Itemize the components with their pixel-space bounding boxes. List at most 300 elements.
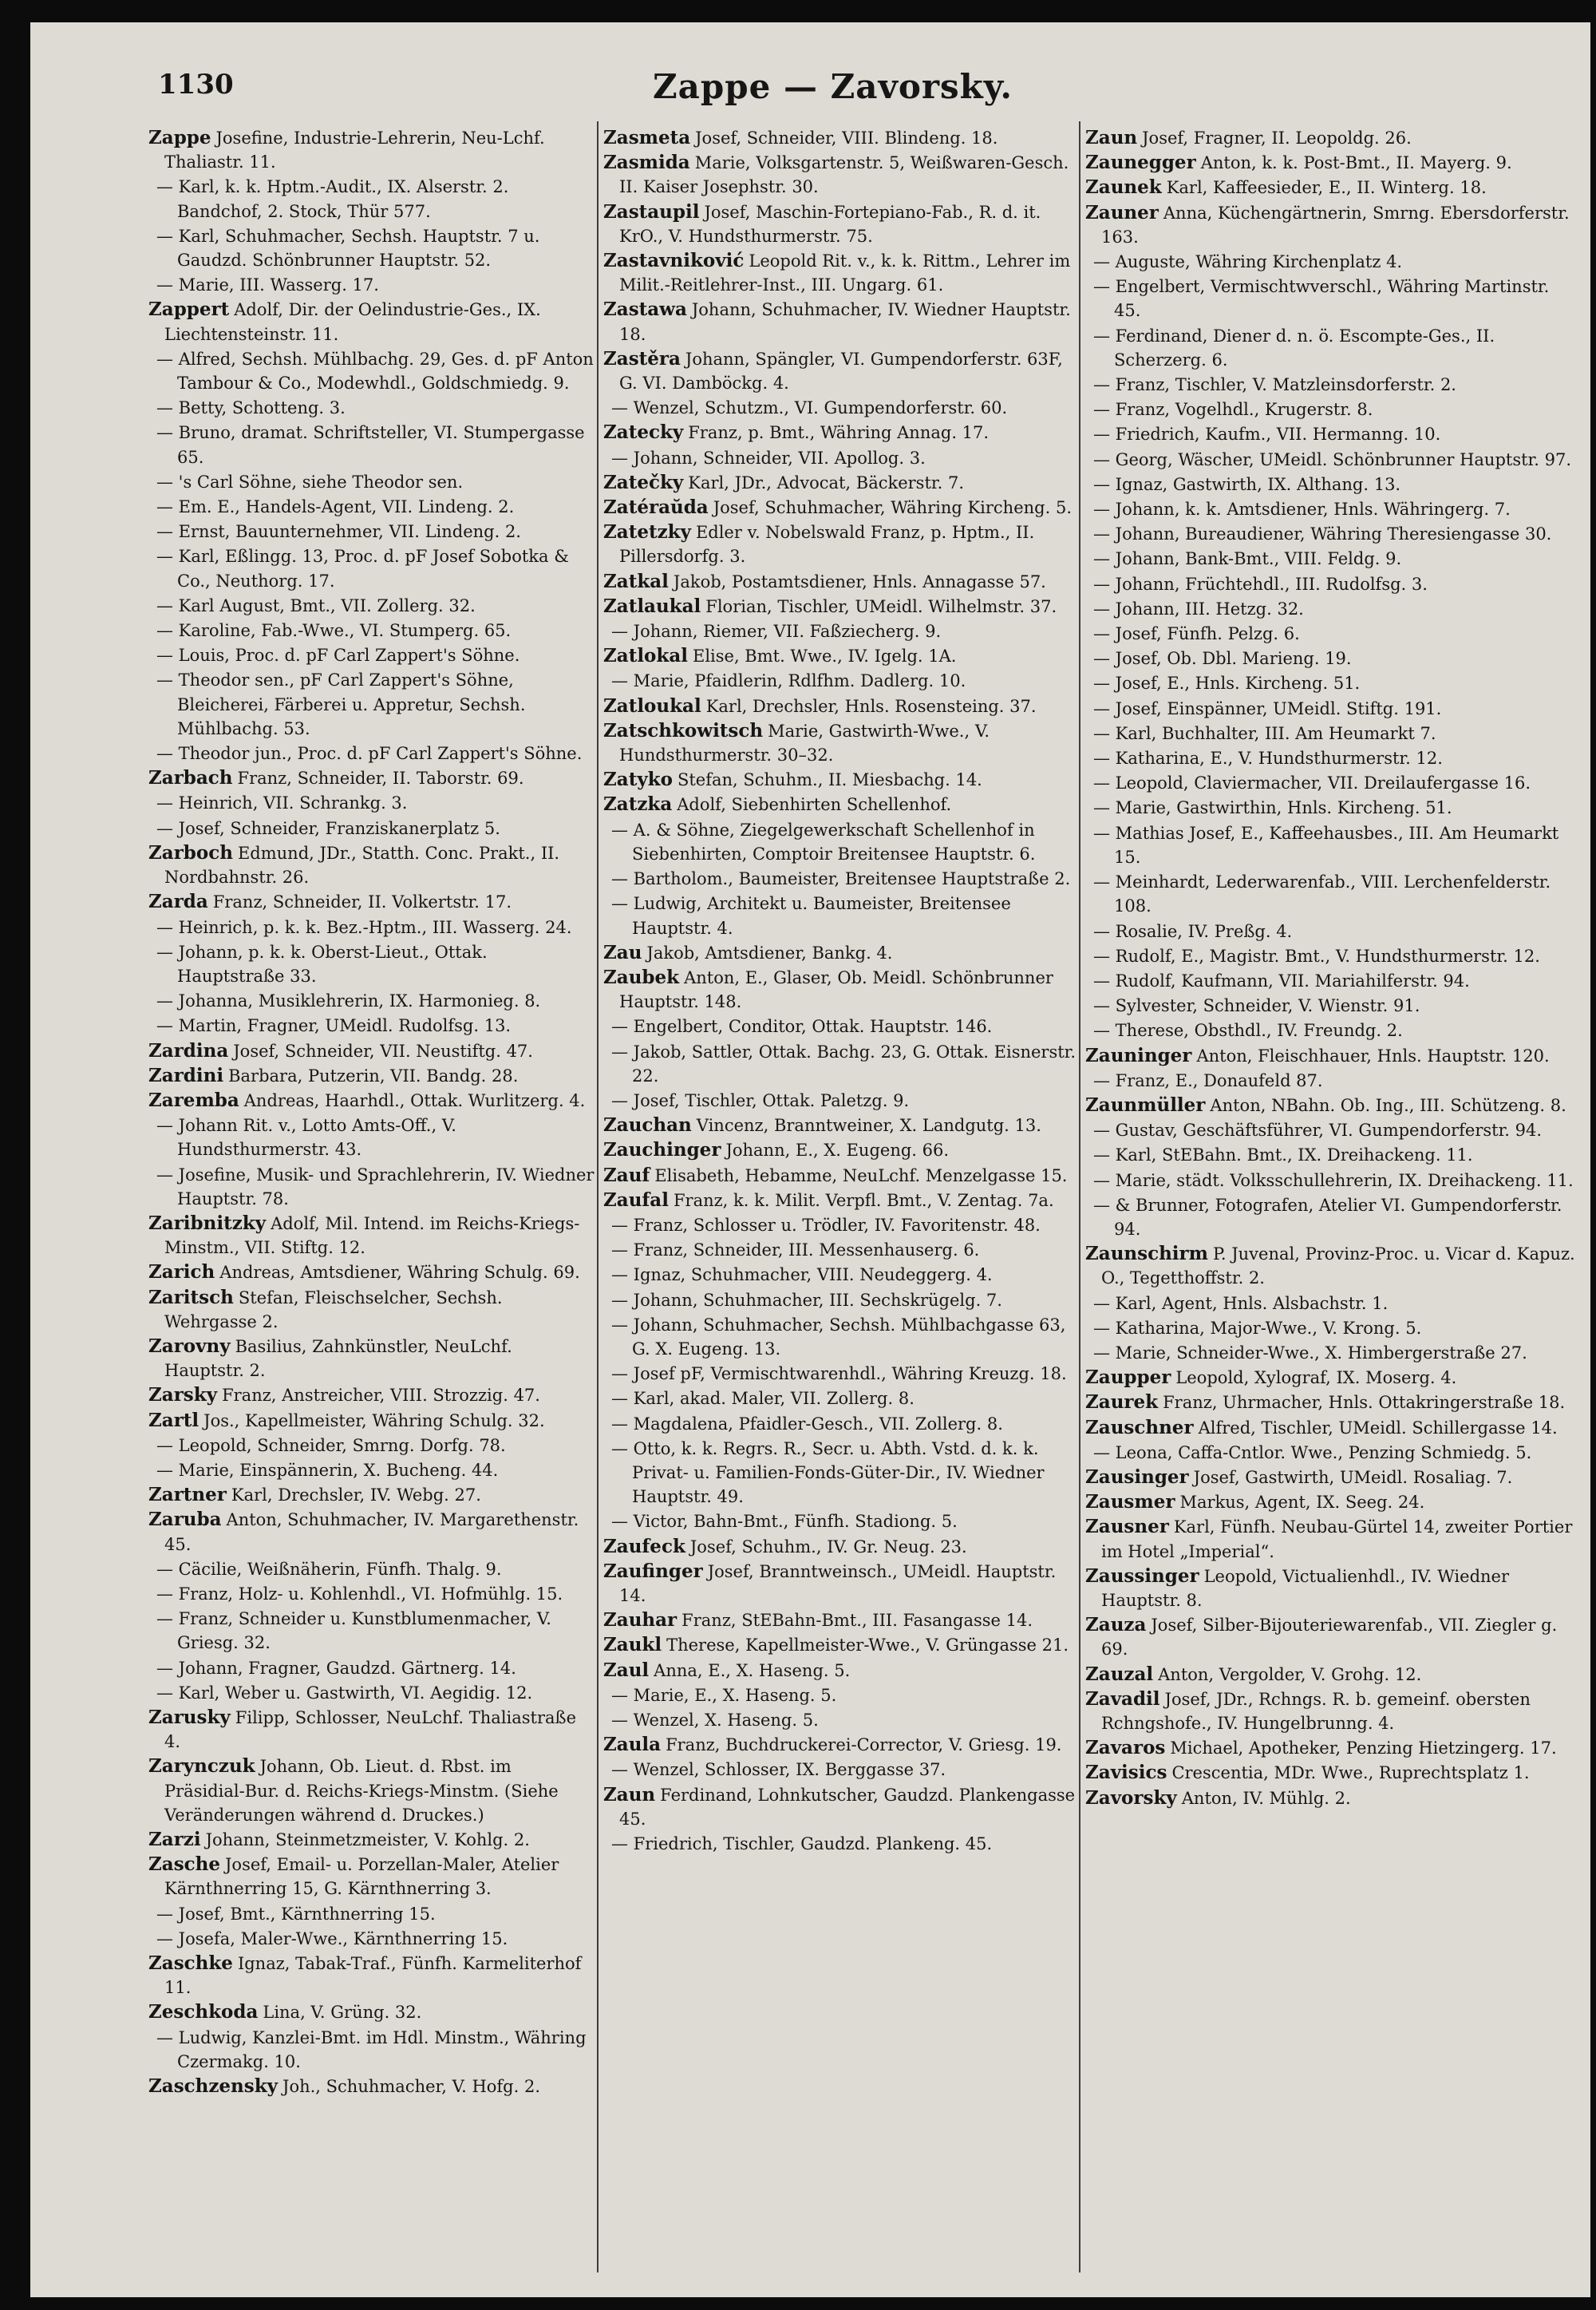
entry-surname: Zartner: [148, 1484, 227, 1506]
entry-surname: Zauschner: [1085, 1416, 1194, 1438]
entry-surname: Zausner: [1085, 1516, 1169, 1538]
entry-surname: Zaula: [603, 1734, 662, 1756]
directory-entry: [1085, 1515, 1580, 1563]
entry-text: — Marie, Gastwirthin, Hnls. Kircheng. 51.: [1093, 798, 1452, 818]
entry-text: Josef, Schneider, VIII. Blindeng. 18.: [695, 129, 998, 148]
entry-text: — Karoline, Fab.-Wwe., VI. Stumperg. 65.: [156, 621, 512, 641]
directory-entry: [603, 719, 1079, 767]
entry-text: — Karl August, Bmt., VII. Zollerg. 32.: [156, 595, 476, 615]
directory-entry: [1085, 1094, 1580, 1117]
directory-entry: [603, 892, 1079, 939]
directory-entry: [1085, 547, 1580, 571]
entry-text: — Karl, Weber u. Gastwirth, VI. Aegidig. 12.: [156, 1683, 533, 1703]
entry-text: — A. & Söhne, Ziegelgewerkschaft Schellenhof in Siebenhirten, Comptoir Breitensee Hauptstr. 6.: [611, 820, 1036, 864]
directory-entry: [148, 126, 595, 174]
directory-entry: [603, 1288, 1079, 1312]
entry-surname: Zaubek: [603, 966, 680, 988]
directory-entry: [1085, 1390, 1580, 1414]
entry-text: Anton, IV. Mühlg. 2.: [1181, 1788, 1351, 1808]
directory-entry: [148, 1260, 595, 1284]
directory-entry: [148, 1508, 595, 1556]
entry-text: Josef, Branntweinsch., UMeidl. Hauptstr. 14.: [619, 1561, 1057, 1605]
directory-entry: [148, 1656, 595, 1680]
entry-surname: Zaun: [1085, 127, 1138, 148]
directory-entry: [1085, 1291, 1580, 1315]
entry-text: Adolf, Mil. Intend. im Reichs-Kriegs-Minstm., VII. Stiftg. 12.: [164, 1213, 580, 1258]
directory-entry: [1085, 324, 1580, 372]
entry-text: — Karl, Schuhmacher, Sechsh. Hauptstr. 7 u. Gaudzd. Schönbrunner Hauptstr. 52.: [156, 226, 540, 271]
directory-entry: [148, 1064, 595, 1088]
entry-text: Michael, Apotheker, Penzing Hietzingerg. 17.: [1170, 1738, 1557, 1758]
directory-entry: [603, 1509, 1079, 1533]
entry-text: Florian, Tischler, UMeidl. Wilhelmstr. 37.: [705, 596, 1057, 616]
entry-text: — Karl, StEBahn. Bmt., IX. Dreihackeng. 11.: [1093, 1145, 1473, 1165]
entry-text: Josef, Email- u. Porzellan-Maler, Atelier Kärnthnerring 15, G. Kärnthnerring 3.: [164, 1855, 559, 1899]
entry-text: — Wenzel, Schlosser, IX. Berggasse 37.: [611, 1760, 946, 1780]
entry-text: — Franz, Holz- u. Kohlenhdl., VI. Hofmühlg. 15.: [156, 1584, 563, 1604]
directory-entry: [603, 1683, 1079, 1707]
column-1: [148, 126, 595, 2281]
directory-entry: [148, 1557, 595, 1581]
entry-surname: Zaunek: [1085, 176, 1162, 199]
entry-text: — Marie, E., X. Haseng. 5.: [611, 1685, 837, 1705]
entry-text: — Karl, Buchhalter, III. Am Heumarkt 7.: [1093, 723, 1436, 743]
directory-entry: [1085, 176, 1580, 200]
entry-text: Karl, Fünfh. Neubau-Gürtel 14, zweiter Portier im Hotel „Imperial“.: [1101, 1517, 1573, 1561]
directory-entry: [603, 1783, 1079, 1831]
directory-entry: [148, 1409, 595, 1433]
directory-entry: [603, 1089, 1079, 1113]
directory-entry: [603, 446, 1079, 470]
directory-entry: [1085, 1019, 1580, 1042]
directory-entry: [1085, 647, 1580, 670]
entry-surname: Zaun: [603, 1783, 656, 1806]
entry-text: Lina, V. Grüng. 32.: [263, 2003, 422, 2023]
entry-text: — Gustav, Geschäftsführer, VI. Gumpendorferstr. 94.: [1093, 1121, 1543, 1141]
entry-surname: Zarovny: [148, 1335, 231, 1357]
directory-entry: [603, 126, 1079, 150]
directory-entry: [148, 175, 595, 223]
directory-entry: [1085, 697, 1580, 721]
entry-surname: Zaschke: [148, 1952, 233, 1975]
directory-entry: [603, 1386, 1079, 1410]
directory-entry: [603, 1758, 1079, 1782]
directory-entry: [148, 1113, 595, 1161]
directory-entry: [148, 495, 595, 519]
directory-entry: [603, 1659, 1079, 1683]
entry-text: — Johann, Schuhmacher, III. Sechskrügelg. 7.: [611, 1290, 1002, 1310]
directory-entry: [603, 520, 1079, 568]
directory-entry: [148, 791, 595, 815]
running-title: Zappe — Zavorsky.: [653, 67, 1013, 106]
entry-text: Crescentia, MDr. Wwe., Ruprechtsplatz 1.: [1171, 1763, 1530, 1783]
entry-text: Franz, Buchdruckerei-Corrector, V. Griesg. 19.: [666, 1735, 1062, 1755]
directory-entry: [1085, 473, 1580, 496]
entry-surname: Zavisics: [1085, 1762, 1167, 1784]
entry-surname: Zasmida: [603, 152, 690, 174]
entry-text: — Rosalie, IV. Preßg. 4.: [1093, 921, 1293, 941]
entry-surname: Zausmer: [1085, 1491, 1175, 1513]
entry-text: — Johann, k. k. Amtsdiener, Hnls. Währingerg. 7.: [1093, 500, 1511, 520]
directory-entry: [603, 1164, 1079, 1188]
entry-text: — Karl, Agent, Hnls. Alsbachstr. 1.: [1093, 1293, 1389, 1313]
directory-entry: [1085, 1044, 1580, 1068]
directory-entry: [148, 396, 595, 420]
directory-entry: [603, 151, 1079, 199]
entry-text: Edmund, JDr., Statth. Conc. Prakt., II. Nordbahnstr. 26.: [164, 843, 560, 888]
directory-entry: [148, 1014, 595, 1038]
entry-surname: Zartl: [148, 1409, 200, 1431]
entry-text: Ignaz, Tabak-Traf., Fünfh. Karmeliterhof 11.: [164, 1954, 582, 1998]
directory-entry: [148, 421, 595, 469]
entry-text: Josef, Schneider, VII. Neustiftg. 47.: [233, 1041, 533, 1061]
directory-entry: [1085, 771, 1580, 795]
entry-text: Johann, E., X. Eugeng. 66.: [725, 1141, 950, 1161]
directory-entry: [603, 694, 1079, 718]
entry-text: — Franz, Schneider, III. Messenhauserg. 6.: [611, 1240, 980, 1260]
entry-text: — Ignaz, Gastwirth, IX. Althang. 13.: [1093, 474, 1401, 494]
entry-surname: Zatyko: [603, 769, 673, 791]
directory-entry: [603, 1412, 1079, 1436]
directory-entry: [1085, 1466, 1580, 1489]
directory-entry: [603, 1437, 1079, 1509]
entry-text: Johann, Schuhmacher, IV. Wiedner Hauptstr. 18.: [619, 300, 1071, 344]
directory-entry: [1085, 920, 1580, 943]
entry-text: — Marie, städt. Volksschullehrerin, IX. Dreihackeng. 11.: [1093, 1170, 1574, 1190]
entry-text: — Katharina, Major-Wwe., V. Krong. 5.: [1093, 1318, 1422, 1338]
entry-text: Johann, Ob. Lieut. d. Rbst. im Präsidial-Bur. d. Reichs-Kriegs-Minstm. (Siehe Veränderungen während d. Druckes.): [164, 1757, 559, 1825]
entry-text: Adolf, Siebenhirten Schellenhof.: [677, 795, 952, 815]
directory-entry: [1085, 1118, 1580, 1142]
directory-entry: [148, 1383, 595, 1407]
directory-entry: [148, 1754, 595, 1827]
directory-entry: [603, 1733, 1079, 1757]
entry-text: Anton, Schuhmacher, IV. Margarethenstr. 45.: [164, 1510, 579, 1554]
entry-text: — Ignaz, Schuhmacher, VIII. Neudeggerg. 4.: [611, 1265, 993, 1285]
entry-text: — Engelbert, Vermischtwverschl., Währing Martinstr. 45.: [1093, 277, 1550, 321]
entry-text: Anton, k. k. Post-Bmt., II. Mayerg. 9.: [1200, 153, 1512, 173]
entry-text: — Franz, Schneider u. Kunstblumenmacher, V. Griesg. 32.: [156, 1609, 551, 1653]
entry-surname: Zauchinger: [603, 1139, 721, 1161]
entry-surname: Zatetzky: [603, 521, 691, 544]
directory-entry: [148, 1089, 595, 1113]
directory-entry: [148, 520, 595, 544]
directory-entry: [1085, 994, 1580, 1018]
directory-entry: [603, 1708, 1079, 1732]
directory-entry: [603, 347, 1079, 395]
directory-entry: [603, 1832, 1079, 1856]
entry-surname: Zaukl: [603, 1634, 662, 1656]
directory-entry: [1085, 398, 1580, 421]
directory-entry: [1085, 201, 1580, 249]
directory-entry: [1085, 448, 1580, 472]
directory-entry: [148, 2075, 595, 2098]
directory-entry: [1085, 1441, 1580, 1465]
entry-text: Ferdinand, Lohnkutscher, Gaudzd. Plankengasse 45.: [619, 1785, 1076, 1829]
entry-text: — Leopold, Claviermacher, VII. Dreilaufergasse 16.: [1093, 773, 1531, 793]
directory-entry: [148, 470, 595, 494]
entry-text: — Bartholom., Baumeister, Breitensee Hauptstraße 2.: [611, 869, 1071, 889]
entry-text: Anton, E., Glaser, Ob. Meidl. Schönbrunner Hauptstr. 148.: [619, 967, 1053, 1012]
entry-text: — Franz, Schlosser u. Trödler, IV. Favoritenstr. 48.: [611, 1215, 1041, 1235]
directory-entry: [603, 768, 1079, 792]
entry-surname: Zauzal: [1085, 1663, 1154, 1685]
entry-surname: Zasche: [148, 1853, 221, 1876]
entry-surname: Zardini: [148, 1064, 224, 1086]
column-divider: [1079, 121, 1080, 2272]
entry-text: Markus, Agent, IX. Seeg. 24.: [1179, 1493, 1425, 1513]
entry-text: Leopold, Victualienhdl., IV. Wiedner Hauptstr. 8.: [1101, 1566, 1510, 1610]
entry-text: — Johann, Schuhmacher, Sechsh. Mühlbachgasse 63, G. X. Eugeng. 13.: [611, 1315, 1066, 1359]
entry-text: Stefan, Schuhm., II. Miesbachg. 14.: [677, 770, 982, 790]
directory-entry: [603, 1015, 1079, 1038]
directory-entry: [148, 298, 595, 346]
entry-surname: Zaremba: [148, 1089, 239, 1111]
entry-text: Filipp, Schlosser, NeuLchf. Thaliastraße 4.: [164, 1708, 576, 1752]
entry-text: — Josefine, Musik- und Sprachlehrerin, IV. Wiedner Hauptstr. 78.: [156, 1165, 595, 1208]
entry-text: Elise, Bmt. Wwe., IV. Igelg. 1A.: [692, 647, 957, 666]
directory-entry: [148, 1458, 595, 1482]
entry-text: Franz, StEBahn-Bmt., III. Fasangasse 14.: [681, 1611, 1033, 1631]
directory-entry: [1085, 126, 1580, 150]
directory-entry: [148, 224, 595, 272]
entry-text: — Karl, Eßlingg. 13, Proc. d. pF Josef Sobotka & Co., Neuthorg. 17.: [156, 547, 569, 591]
entry-text: Marie, Gastwirth-Wwe., V. Hundsthurmerstr. 30–32.: [619, 721, 990, 765]
entry-text: P. Juvenal, Provinz-Proc. u. Vicar d. Kapuz. O., Tegetthoffstr. 2.: [1101, 1244, 1575, 1288]
directory-entry: [148, 619, 595, 643]
entry-text: — Franz, E., Donaufeld 87.: [1093, 1070, 1323, 1090]
entry-text: — Otto, k. k. Regrs. R., Secr. u. Abth. Vstd. d. k. k. Privat- u. Familien-Fonds-Güter-Dir., IV. Wiedner Hauptstr. 49.: [611, 1438, 1045, 1507]
entry-surname: Zaufeck: [603, 1535, 685, 1557]
entry-surname: Zavaros: [1085, 1737, 1166, 1759]
directory-entry: [148, 1828, 595, 1852]
directory-entry: [148, 1335, 595, 1382]
entry-text: — Johanna, Musiklehrerin, IX. Harmonieg. 8.: [156, 991, 541, 1011]
entry-text: — Josef, Einspänner, UMeidl. Stiftg. 191.: [1093, 698, 1442, 718]
directory-entry: [1085, 1564, 1580, 1612]
directory-entry: [148, 1483, 595, 1507]
entry-text: — Johann, p. k. k. Oberst-Lieut., Ottak. Hauptstraße 33.: [156, 942, 488, 986]
entry-text: Andreas, Amtsdiener, Währing Schulg. 69.: [219, 1263, 580, 1283]
directory-entry: [603, 1189, 1079, 1212]
entry-text: — Sylvester, Schneider, V. Wienstr. 91.: [1093, 996, 1420, 1016]
directory-entry: [603, 496, 1079, 520]
entry-surname: Zaurek: [1085, 1391, 1159, 1414]
entry-surname: Zauza: [1085, 1614, 1147, 1636]
directory-entry: [603, 793, 1079, 817]
entry-surname: Zappert: [148, 299, 230, 321]
entry-surname: Zavorsky: [1085, 1786, 1177, 1809]
entry-surname: Zastawa: [603, 299, 687, 321]
entry-surname: Zardina: [148, 1039, 229, 1062]
entry-text: — Cäcilie, Weißnäherin, Fünfh. Thalg. 9.: [156, 1559, 502, 1579]
entry-surname: Zastaupil: [603, 200, 700, 223]
directory-entry: [148, 841, 595, 889]
entry-surname: Zaruba: [148, 1509, 222, 1531]
entry-text: Jos., Kapellmeister, Währing Schulg. 32.: [203, 1410, 545, 1430]
directory-entry: [603, 644, 1079, 668]
entry-text: Therese, Kapellmeister-Wwe., V. Grüngasse 21.: [666, 1636, 1069, 1655]
entry-text: — Johann, Fragner, Gaudzd. Gärtnerg. 14.: [156, 1658, 516, 1678]
column-3: [1085, 126, 1580, 2281]
directory-entry: [603, 867, 1079, 891]
entry-text: — Marie, Pfaidlerin, Rdlfhm. Dadlerg. 10.: [611, 671, 966, 691]
entry-text: — Josef, Bmt., Kärnthnerring 15.: [156, 1904, 436, 1924]
entry-text: — Ludwig, Architekt u. Baumeister, Breitensee Hauptstr. 4.: [611, 894, 1011, 938]
directory-entry: [148, 273, 595, 297]
entry-surname: Zasmeta: [603, 127, 691, 148]
directory-entry: [148, 1853, 595, 1901]
entry-text: — Theodor jun., Proc. d. pF Carl Zappert's Söhne.: [156, 744, 583, 764]
directory-entry: [148, 1952, 595, 1999]
directory-entry: [148, 1902, 595, 1926]
entry-text: Leopold Rit. v., k. k. Rittm., Lehrer im Milit.-Reitlehrer-Inst., III. Ungarg. 61.: [619, 251, 1071, 295]
entry-text: — Josef, Fünfh. Pelzg. 6.: [1093, 624, 1300, 644]
directory-entry: [148, 2026, 595, 2074]
directory-entry: [148, 1706, 595, 1754]
directory-entry: [1085, 1761, 1580, 1785]
directory-entry: [1085, 597, 1580, 621]
directory-entry: [603, 570, 1079, 594]
directory-entry: [603, 966, 1079, 1014]
entry-text: — Bruno, dramat. Schriftsteller, VI. Stumpergasse 65.: [156, 423, 585, 467]
entry-surname: Zastěra: [603, 347, 681, 370]
entry-text: Basilius, Zahnkünstler, NeuLchf. Hauptstr. 2.: [164, 1336, 512, 1381]
directory-entry: [1085, 1069, 1580, 1093]
entry-text: — Johann, III. Hetzg. 32.: [1093, 599, 1304, 619]
page-number: 1130: [158, 69, 234, 101]
entry-text: Joh., Schuhmacher, V. Hofg. 2.: [282, 2077, 541, 2097]
directory-entry: [603, 818, 1079, 866]
entry-text: Johann, Steinmetzmeister, V. Kohlg. 2.: [205, 1830, 530, 1850]
entry-text: — Therese, Obsthdl., IV. Freundg. 2.: [1093, 1021, 1403, 1041]
entry-surname: Zatloukal: [603, 694, 701, 717]
entry-surname: Zaunegger: [1085, 152, 1196, 174]
entry-surname: Zappe: [148, 127, 211, 148]
directory-entry: [148, 1039, 595, 1063]
entry-surname: Zaschzensky: [148, 2075, 279, 2098]
entry-text: Anton, NBahn. Ob. Ing., III. Schützeng. 8.: [1210, 1095, 1566, 1115]
entry-text: — Louis, Proc. d. pF Carl Zappert's Söhne.: [156, 646, 520, 666]
entry-surname: Zatlokal: [603, 645, 688, 667]
entry-surname: Zaussinger: [1085, 1564, 1199, 1587]
entry-text: Josef, Fragner, II. Leopoldg. 26.: [1142, 129, 1412, 148]
entry-text: Josef, Schuhmacher, Währing Kircheng. 5.: [713, 498, 1072, 518]
entry-text: — Alfred, Sechsh. Mühlbachg. 29, Ges. d. pF Anton Tambour & Co., Modewhdl., Goldschmiedg. 9.: [156, 349, 594, 394]
directory-entry: [148, 1927, 595, 1951]
entry-text: Johann, Spängler, VI. Gumpendorferstr. 63F, G. VI. Damböckg. 4.: [619, 349, 1063, 394]
entry-text: Josef, Maschin-Fortepiano-Fab., R. d. it. KrO., V. Hundsthurmerstr. 75.: [619, 202, 1041, 246]
directory-entry: [603, 200, 1079, 248]
directory-entry: [1085, 944, 1580, 968]
entry-text: — Johann Rit. v., Lotto Amts-Off., V. Hundsthurmerstr. 43.: [156, 1116, 456, 1160]
directory-entry: [1085, 1490, 1580, 1514]
directory-entry: [603, 298, 1079, 346]
directory-entry: [1085, 1169, 1580, 1193]
directory-entry: [148, 890, 595, 914]
entry-text: Jakob, Postamtsdiener, Hnls. Annagasse 57.: [673, 572, 1046, 591]
entry-text: Karl, Drechsler, IV. Webg. 27.: [231, 1485, 481, 1505]
entry-surname: Zarsky: [148, 1384, 218, 1406]
entry-text: Edler v. Nobelswald Franz, p. Hptm., II. Pillersdorfg. 3.: [619, 523, 1035, 567]
entry-text: — Ernst, Bauunternehmer, VII. Lindeng. 2.: [156, 522, 521, 542]
entry-text: — Rudolf, E., Magistr. Bmt., V. Hundsthurmerstr. 12.: [1093, 946, 1540, 966]
entry-text: Josefine, Industrie-Lehrerin, Neu-Lchf. Thaliastr. 11.: [164, 129, 545, 172]
entry-text: — Karl, akad. Maler, VII. Zollerg. 8.: [611, 1389, 915, 1409]
entry-surname: Zatečky: [603, 471, 684, 493]
entry-text: — Jakob, Sattler, Ottak. Bachg. 23, G. Ottak. Eisnerstr. 22.: [611, 1042, 1077, 1086]
entry-text: — Martin, Fragner, UMeidl. Rudolfsg. 13.: [156, 1016, 512, 1036]
directory-entry: [148, 1434, 595, 1458]
directory-entry: [1085, 1143, 1580, 1167]
column-divider: [597, 121, 598, 2272]
directory-entry: [148, 940, 595, 988]
entry-text: — Theodor sen., pF Carl Zappert's Söhne, Bleicherei, Färberei u. Appretur, Sechsh. Mühlbachg. 53.: [156, 670, 526, 738]
entry-text: Anton, Fleischhauer, Hnls. Hauptstr. 120.: [1196, 1046, 1550, 1066]
directory-entry: [1085, 1416, 1580, 1440]
directory-entry: [148, 1286, 595, 1334]
directory-entry: [603, 396, 1079, 420]
directory-entry: [1085, 796, 1580, 820]
entry-surname: Zauf: [603, 1164, 650, 1186]
directory-entry: [1085, 722, 1580, 746]
entry-text: — Meinhardt, Lederwarenfab., VIII. Lerchenfelderstr. 108.: [1093, 872, 1551, 916]
directory-entry: [1085, 522, 1580, 546]
entry-text: Franz, k. k. Milit. Verpfl. Bmt., V. Zentag. 7a.: [673, 1190, 1054, 1210]
directory-entry: [603, 421, 1079, 445]
entry-surname: Zauchan: [603, 1114, 692, 1137]
entry-text: Franz, Uhrmacher, Hnls. Ottakringerstraße 18.: [1163, 1393, 1566, 1413]
entry-text: — Auguste, Währing Kirchenplatz 4.: [1093, 252, 1403, 272]
entry-text: — Franz, Vogelhdl., Krugerstr. 8.: [1093, 400, 1373, 420]
entry-surname: Zau: [603, 941, 642, 963]
entry-text: — Rudolf, Kaufmann, VII. Mariahilferstr. 94.: [1093, 971, 1470, 991]
directory-entry: [148, 817, 595, 841]
entry-surname: Zatecky: [603, 421, 684, 444]
entry-surname: Zatkal: [603, 570, 669, 592]
entry-text: — Ludwig, Kanzlei-Bmt. im Hdl. Minstm., Währing Czermakg. 10.: [156, 2027, 587, 2071]
directory-entry: [1085, 746, 1580, 770]
directory-entry: [1085, 1366, 1580, 1390]
entry-surname: Zeschkoda: [148, 2001, 259, 2023]
entry-text: Adolf, Dir. der Oelindustrie-Ges., IX. Liechtensteinstr. 11.: [164, 300, 541, 344]
entry-text: Franz, p. Bmt., Währing Annag. 17.: [688, 423, 990, 443]
entry-text: Josef, Silber-Bijouteriewarenfab., VII. Ziegler g. 69.: [1101, 1616, 1558, 1659]
directory-entry: [1085, 1193, 1580, 1241]
directory-entry: [1085, 250, 1580, 274]
directory-entry: [603, 1633, 1079, 1657]
entry-text: — Wenzel, X. Haseng. 5.: [611, 1711, 819, 1730]
directory-entry: [1085, 1613, 1580, 1661]
entry-text: Stefan, Fleischselcher, Sechsh. Wehrgasse 2.: [164, 1288, 503, 1331]
directory-entry: [603, 595, 1079, 619]
entry-surname: Zarboch: [148, 841, 233, 864]
directory-entry: [1085, 1242, 1580, 1290]
directory-entry: [148, 989, 595, 1013]
entry-surname: Zauninger: [1085, 1044, 1192, 1066]
directory-entry: [603, 1213, 1079, 1237]
entry-text: Leopold, Xylograf, IX. Moserg. 4.: [1175, 1368, 1457, 1388]
directory-entry: [1085, 671, 1580, 695]
entry-surname: Zaribnitzky: [148, 1212, 267, 1234]
directory-entry: [148, 1582, 595, 1606]
directory-entry: [1085, 1736, 1580, 1760]
entry-text: — Johann, Schneider, VII. Apollog. 3.: [611, 448, 926, 468]
entry-text: — Josef, Tischler, Ottak. Paletzg. 9.: [611, 1090, 910, 1110]
entry-surname: Zaunschirm: [1085, 1243, 1209, 1265]
directory-entry: [1085, 572, 1580, 596]
entry-text: — Karl, k. k. Hptm.-Audit., IX. Alserstr. 2. Bandchof, 2. Stock, Thür 577.: [156, 177, 509, 221]
